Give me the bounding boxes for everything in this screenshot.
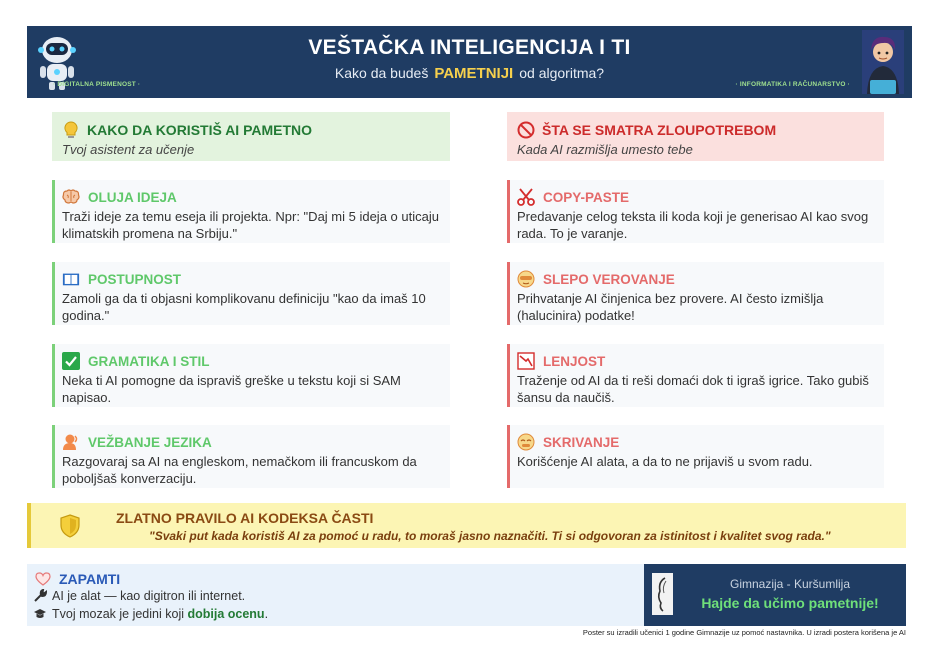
footer-credit: Poster su izradili učenici 1 godine Gimnazije uz pomoć nastavnika. U izradi postera korišena je AI	[582, 628, 906, 637]
remember-title: ZAPAMTI	[59, 571, 121, 587]
remember-line-2-after: .	[264, 607, 269, 621]
good-usage-header	[52, 112, 450, 161]
blind-face-icon	[517, 270, 535, 288]
school-motto: Hajde da učimo pametnije!	[701, 595, 879, 611]
check-icon	[62, 352, 80, 370]
school-logo-icon	[652, 573, 673, 615]
card-title: SLEPO VEROVANJE	[543, 271, 675, 287]
misuse-subtitle: Kada AI razmišlja umesto tebe	[517, 142, 693, 157]
student-illustration	[862, 30, 904, 94]
golden-rule-quote: "Svaki put kada koristiš AI za pomoć u radu, to moraš jasno naznačiti. Ti si odgovoran za istinitost i kvalitet svog rada."	[149, 529, 831, 543]
card-title: GRAMATIKA I STIL	[88, 353, 210, 369]
wrench-icon	[33, 589, 47, 603]
card-title: VEŽBANJE JEZIKA	[88, 434, 212, 450]
misuse-title: ŠTA SE SMATRA ZLOUPOTREBOM	[542, 122, 777, 138]
card-title: OLUJA IDEJA	[88, 189, 177, 205]
brain-icon	[62, 188, 80, 206]
card-text: Razgovaraj sa AI na engleskom, nemačkom ili francuskom da poboljšaš konverzaciju.	[62, 454, 417, 486]
remember-line-2-before: Tvoj mozak je jedini koji	[52, 607, 184, 621]
card-text: Predavanje celog teksta ili koda koji je generisao AI kao svog rada. To je varanje.	[517, 209, 869, 241]
remember-line-2-text	[52, 607, 268, 621]
remember-line-2-bold: dobija ocenu	[187, 607, 265, 621]
bad-card-copy-paste	[507, 180, 884, 243]
remember-line-2	[33, 607, 268, 621]
card-text: Neka ti AI pomogne da ispraviš greške u tekstu koji si SAM napisao.	[62, 373, 401, 405]
card-title: SKRIVANJE	[543, 434, 620, 450]
card-title: COPY-PASTE	[543, 189, 630, 205]
tag-digital-literacy: · DIGITALNA PISMENOST ·	[53, 81, 141, 88]
bad-card-blind-trust	[507, 262, 884, 325]
school-name: Gimnazija - Kuršumlija	[729, 577, 851, 591]
card-title: LENJOST	[543, 353, 606, 369]
page-title: VEŠTAČKA INTELIGENCIJA I TI	[308, 36, 631, 59]
hidden-face-icon	[517, 433, 535, 451]
lightbulb-icon	[62, 121, 80, 139]
misuse-header	[507, 112, 884, 161]
good-usage-title: KAKO DA KORISTIŠ AI PAMETNO	[87, 122, 313, 138]
speaker-icon	[62, 433, 80, 451]
book-icon	[62, 270, 80, 288]
remember-line-1-text: AI je alat — kao digitron ili internet.	[52, 589, 246, 603]
bad-card-hiding	[507, 425, 884, 488]
remember-line-1	[33, 589, 245, 603]
golden-rule-title: ZLATNO PRAVILO AI KODEKSA ČASTI	[116, 510, 374, 526]
prohibited-icon	[517, 121, 535, 139]
subtitle-text-before: Kako da budeš	[334, 65, 429, 81]
golden-rule-box	[27, 503, 906, 548]
subtitle-text-after: od algoritma?	[519, 65, 605, 81]
card-text: Zamoli ga da ti objasni komplikovanu definiciju "kao da imaš 10 godina."	[62, 291, 426, 323]
school-box	[644, 564, 906, 626]
page-subtitle	[27, 65, 912, 82]
graduation-cap-icon	[33, 607, 47, 621]
good-card-brainstorm	[52, 180, 450, 243]
card-text: Korišćenje AI alata, a da to ne prijaviš u svom radu.	[517, 454, 813, 469]
card-title: POSTUPNOST	[88, 271, 182, 287]
chart-down-icon	[517, 352, 535, 370]
header-banner	[27, 26, 912, 98]
good-card-step-by-step	[52, 262, 450, 325]
scissors-icon	[517, 188, 535, 206]
good-card-language	[52, 425, 450, 488]
shield-icon	[60, 514, 80, 538]
card-text: Traži ideje za temu eseja ili projekta. Npr: "Daj mi 5 ideja o uticaju klimatskih promena na Srbiju."	[62, 209, 439, 241]
good-usage-subtitle: Tvoj asistent za učenje	[62, 142, 195, 157]
bad-card-laziness	[507, 344, 884, 407]
heart-icon	[34, 570, 52, 588]
subtitle-highlight: PAMETNIJI	[434, 65, 514, 82]
tag-informatics: · INFORMATIKA I RAČUNARSTVO ·	[735, 81, 850, 88]
good-card-grammar	[52, 344, 450, 407]
card-text: Traženje od AI da ti reši domaći dok ti igraš igrice. Tako gubiš šansu da naučiš.	[517, 373, 869, 405]
card-text: Prihvatanje AI činjenica bez provere. AI često izmišlja (halucinira) podatke!	[517, 291, 824, 323]
remember-box	[27, 564, 644, 626]
